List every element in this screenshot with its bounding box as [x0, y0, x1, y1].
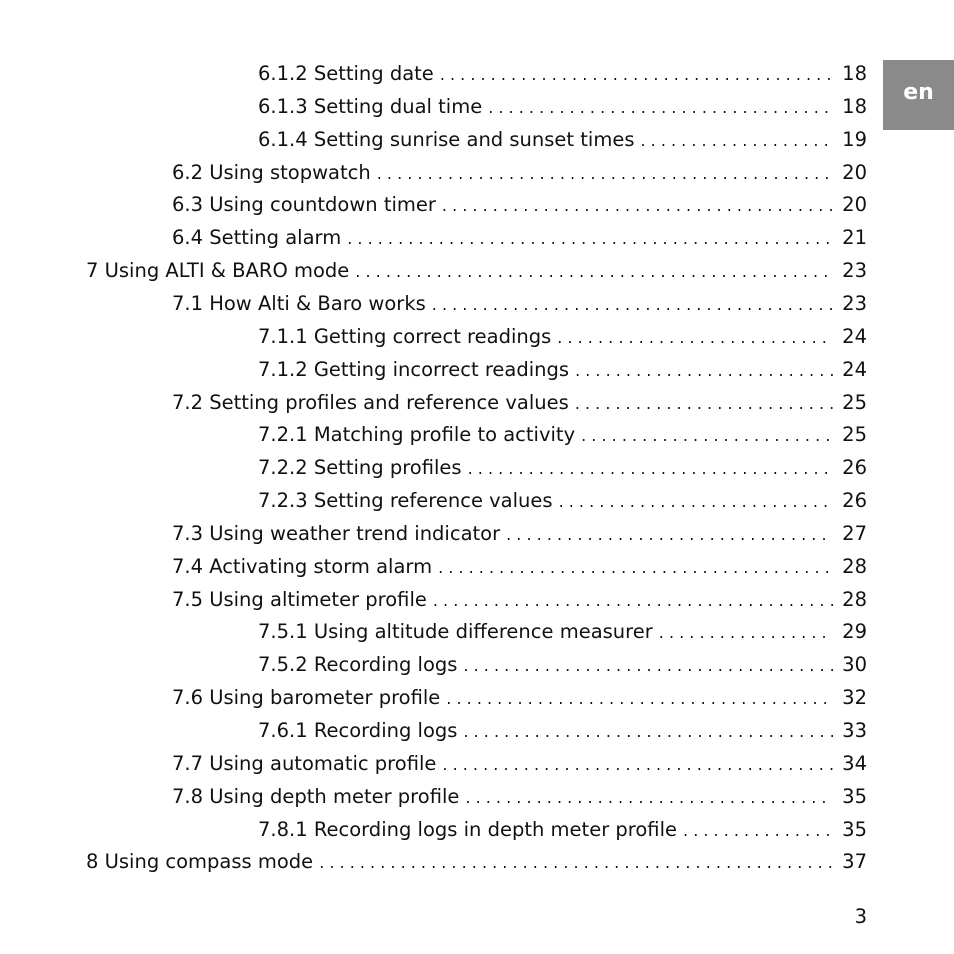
toc-dot-leader: [463, 649, 833, 682]
toc-entry: [258, 714, 867, 747]
toc-entry-page: 28: [842, 554, 867, 578]
toc-entry: [258, 648, 867, 681]
toc-entry: [172, 681, 867, 714]
toc-entry-title: 6.3 Using countdown timer: [172, 193, 436, 217]
toc-entry: [258, 57, 867, 90]
toc-entry-page: 20: [842, 160, 867, 184]
toc-dot-leader: [440, 58, 833, 91]
toc-entry-page: 18: [842, 94, 867, 118]
toc-entry-title: 6.4 Setting alarm: [172, 226, 342, 250]
toc-entry-title: 6.1.3 Setting dual time: [258, 94, 483, 118]
toc-dot-leader: [465, 781, 833, 814]
toc-entry: [172, 517, 867, 550]
language-tab: [883, 60, 954, 130]
toc-entry-page: 23: [842, 259, 867, 283]
toc-entry: [172, 780, 867, 813]
toc-entry: [258, 813, 867, 846]
toc-entry-page: 35: [842, 817, 867, 841]
toc-entry-title: 8 Using compass mode: [86, 850, 314, 874]
toc-dot-leader: [575, 387, 833, 420]
toc-dot-leader: [442, 189, 833, 222]
toc-dot-leader: [355, 255, 833, 288]
toc-dot-leader: [432, 288, 833, 321]
toc-entry: [258, 90, 867, 123]
toc-dot-leader: [319, 846, 833, 879]
toc-entry-page: 23: [842, 291, 867, 315]
toc-entry: [172, 386, 867, 419]
toc-entry: [172, 550, 867, 583]
toc-entry-page: 20: [842, 193, 867, 217]
toc-entry-title: 6.1.2 Setting date: [258, 62, 434, 85]
toc-entry: [86, 845, 867, 878]
toc-entry-page: 21: [842, 226, 867, 250]
toc-entry: [258, 353, 867, 386]
toc-dot-leader: [575, 354, 833, 387]
toc-dot-leader: [581, 419, 833, 452]
toc-entry-title: 6.1.4 Setting sunrise and sunset times: [258, 127, 635, 151]
toc-dot-leader: [683, 814, 833, 847]
toc-dot-leader: [488, 91, 833, 124]
toc-entry: [258, 418, 867, 451]
toc-entry: [258, 451, 867, 484]
toc-entry-page: 35: [842, 784, 867, 808]
toc-entry: [172, 221, 867, 254]
toc-dot-leader: [659, 616, 833, 649]
toc-entry-title: 7.2.1 Matching profile to activity: [258, 423, 576, 447]
toc-entry: [258, 484, 867, 517]
toc-entry-title: 7.6.1 Recording logs: [258, 719, 458, 742]
toc-dot-leader: [640, 124, 833, 157]
toc-entry-page: 24: [842, 324, 867, 348]
toc-entry-title: 7.2.2 Setting profiles: [258, 456, 462, 480]
toc-entry: [172, 747, 867, 780]
toc-entry-page: 33: [842, 719, 867, 742]
toc-entry-title: 7.4 Activating storm alarm: [172, 554, 433, 578]
toc-dot-leader: [559, 485, 833, 518]
toc-entry-title: 7.3 Using weather trend indicator: [172, 521, 501, 545]
toc-dot-leader: [506, 518, 833, 551]
toc-entry-page: 24: [842, 357, 867, 381]
toc-entry-page: 28: [842, 587, 867, 611]
toc-entry-title: 7.8 Using depth meter profile: [172, 784, 460, 808]
toc-entry-title: 7.5.2 Recording logs: [258, 653, 458, 677]
toc-entry: [258, 615, 867, 648]
toc-entry-page: 26: [842, 456, 867, 480]
toc-entry-title: 7.8.1 Recording logs in depth meter profile: [258, 817, 678, 841]
page-number: 3: [854, 905, 867, 928]
toc-dot-leader: [442, 748, 833, 781]
toc-entry-title: 6.2 Using stopwatch: [172, 160, 371, 184]
toc-entry: [86, 254, 867, 287]
toc-entry-title: 7.1.2 Getting incorrect readings: [258, 357, 570, 381]
toc-entry: [172, 156, 867, 189]
toc-entry-page: 19: [842, 127, 867, 151]
toc-entry-page: 30: [842, 653, 867, 677]
toc-entry-page: 32: [842, 686, 867, 710]
toc-dot-leader: [377, 157, 833, 190]
toc-entry-title: 7.6 Using barometer profile: [172, 686, 441, 710]
toc-entry-page: 29: [842, 620, 867, 644]
toc-entry-title: 7.5.1 Using altitude difference measurer: [258, 620, 653, 644]
toc-entry-page: 26: [842, 489, 867, 513]
toc-dot-leader: [438, 551, 833, 584]
toc-entry-page: 37: [842, 850, 867, 874]
toc-entry-page: 25: [842, 423, 867, 447]
toc-dot-leader: [468, 452, 833, 485]
toc-entry-page: 27: [842, 521, 867, 545]
toc-dot-leader: [446, 682, 833, 715]
toc-entry-page: 34: [842, 751, 867, 775]
toc-entry-page: 18: [842, 62, 867, 85]
toc-entry-page: 25: [842, 390, 867, 414]
toc-entry: [172, 287, 867, 320]
toc-entry: [258, 123, 867, 156]
toc-entry-title: 7.7 Using automatic profile: [172, 751, 437, 775]
toc-entry-title: 7.2 Setting profiles and reference values: [172, 390, 569, 414]
toc-dot-leader: [557, 321, 833, 354]
toc-entry-title: 7.5 Using altimeter profile: [172, 587, 427, 611]
toc-entry: [172, 188, 867, 221]
toc-entry-title: 7.1.1 Getting correct readings: [258, 324, 552, 348]
toc-dot-leader: [463, 715, 833, 748]
toc-entry-title: 7.1 How Alti & Baro works: [172, 291, 426, 315]
toc-dot-leader: [347, 222, 833, 255]
toc-entry: [172, 583, 867, 616]
toc-entry-title: 7 Using ALTI & BARO mode: [86, 259, 350, 283]
toc-entry-title: 7.2.3 Setting reference values: [258, 489, 553, 513]
toc-dot-leader: [433, 584, 833, 617]
toc-entry: [258, 320, 867, 353]
language-tab-label: en: [903, 79, 934, 105]
